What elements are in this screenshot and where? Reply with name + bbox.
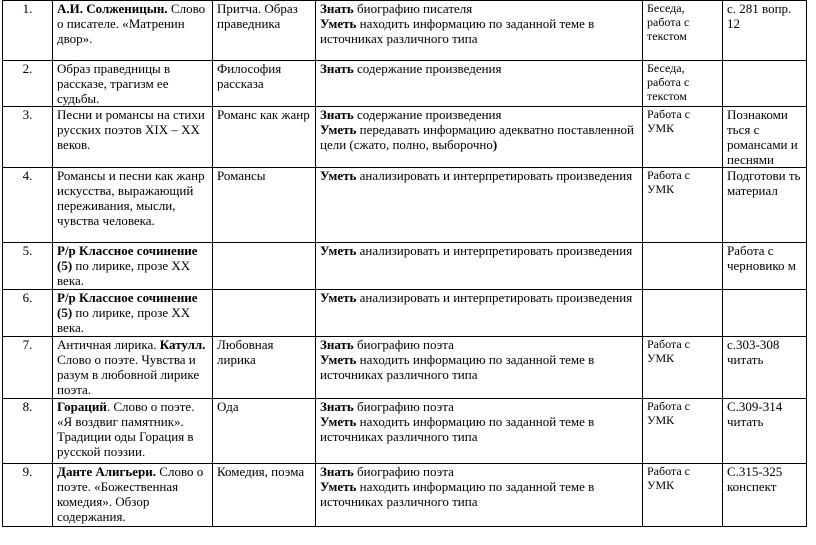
bold-text-segment: Данте Алигьери. [57,464,157,479]
bold-text-segment: Уметь [320,168,357,183]
table-row [3,243,807,290]
lesson-form-cell [643,290,723,337]
row-number-cell: 5. [3,243,53,290]
homework-cell: с.303-308 читать [723,337,807,399]
bold-text-segment: А.И. Солженицын. [57,1,168,16]
table-row [3,1,807,61]
lesson-topic-cell [53,61,213,107]
table-row [3,61,807,107]
bold-text-segment: Уметь [320,243,357,258]
lesson-topic-cell [53,337,213,399]
concept-cell: Притча. Образ праведника [213,1,316,61]
bold-text-segment: Р/р Классное сочинение (5) [57,290,198,320]
text-segment: Слово о поэте. «Божественная комедия». Обзор содержания. [57,464,204,524]
bold-text-segment: Знать [320,464,354,479]
skills-cell [316,1,643,61]
skill-line [320,414,638,444]
text-segment: находить информацию по заданной теме в источниках различного типа [320,352,595,382]
homework-cell: Познакоми ться с романсами и песнями [723,107,807,168]
text-segment: по лирике, прозе XX века. [57,305,191,335]
text-segment: содержание произведения [353,61,502,76]
homework-cell [723,290,807,337]
concept-cell: Любовная лирика [213,337,316,399]
row-number-cell: 6. [3,290,53,337]
text-segment: биографию поэта [353,464,454,479]
text-segment: Песни и романсы на стихи русских поэтов XIX – XX веков. [57,107,205,152]
homework-cell: С.315-325 конспект [723,464,807,527]
skill-line [320,16,638,46]
concept-cell: Комедия, поэма [213,464,316,527]
bold-text-segment: ) [492,137,498,152]
bold-text-segment: Гораций [57,399,107,414]
bold-text-segment: Уметь [320,122,357,137]
skill-line [320,399,638,414]
lesson-form-cell: Беседа, работа с текстом [643,61,723,107]
bold-text-segment: Уметь [320,352,357,367]
lesson-form-cell: Работа с УМК [643,464,723,527]
text-segment: передавать информацию адекватно поставленной цели (сжато, полно, выборочно [320,122,635,152]
text-segment: Античная лирика. [57,337,160,352]
lesson-form-cell: Работа с УМК [643,399,723,464]
lesson-topic-cell [53,464,213,527]
table-row [3,464,807,527]
row-number-cell: 4. [3,168,53,243]
lesson-topic-cell [53,399,213,464]
concept-cell [213,243,316,290]
lesson-topic-cell [53,243,213,290]
skills-cell [316,168,643,243]
text-segment: находить информацию по заданной теме в источниках различного типа [320,16,595,46]
skill-line [320,1,638,16]
row-number-cell: 7. [3,337,53,399]
skills-cell [316,243,643,290]
lesson-form-cell: Работа с УМК [643,337,723,399]
text-segment: Образ праведницы в рассказе, трагизм ее судьбы. [57,61,171,106]
skill-line [320,464,638,479]
text-segment: биографию поэта [353,399,454,414]
table-row [3,337,807,399]
lesson-topic-cell [53,290,213,337]
lesson-topic-cell [53,107,213,168]
skill-line [320,107,638,122]
text-segment: . Слово о поэте. «Я воздвиг памятник». Традиции оды Горация в русской поэзии. [57,399,195,459]
lesson-topic-cell [53,1,213,61]
table-row [3,168,807,243]
text-segment: биографию поэта [353,337,454,352]
row-number-cell: 9. [3,464,53,527]
text-segment: находить информацию по заданной теме в источниках различного типа [320,414,595,444]
text-segment: находить информацию по заданной теме в источниках различного типа [320,479,595,509]
bold-text-segment: Знать [320,337,354,352]
concept-cell: Ода [213,399,316,464]
lesson-form-cell: Беседа, работа с текстом [643,1,723,61]
skills-cell [316,464,643,527]
skills-cell [316,337,643,399]
concept-cell: Романсы [213,168,316,243]
bold-text-segment: Знать [320,1,354,16]
skills-cell [316,290,643,337]
skill-line [320,337,638,352]
row-number-cell: 1. [3,1,53,61]
concept-cell [213,290,316,337]
table-row [3,399,807,464]
lesson-form-cell: Работа с УМК [643,168,723,243]
homework-cell: с. 281 вопр. 12 [723,1,807,61]
bold-text-segment: Уметь [320,290,357,305]
row-number-cell: 8. [3,399,53,464]
skills-cell [316,399,643,464]
lesson-plan-table [2,0,807,527]
bold-text-segment: Знать [320,399,354,414]
skill-line [320,243,638,258]
lesson-topic-cell [53,168,213,243]
bold-text-segment: Знать [320,107,354,122]
bold-text-segment: Катулл. [159,337,206,352]
concept-cell: Философия рассказа [213,61,316,107]
text-segment: анализировать и интерпретировать произведения [356,243,633,258]
table-row [3,290,807,337]
skills-cell [316,107,643,168]
text-segment: Слово о поэте. Чувства и разум в любовной лирике поэта. [57,352,200,397]
skill-line [320,61,638,76]
lesson-form-cell [643,243,723,290]
bold-text-segment: Р/р Классное сочинение (5) [57,243,198,273]
text-segment: Романсы и песни как жанр искусства, выражающий переживания, мысли, чувства человека. [57,168,205,228]
bold-text-segment: Знать [320,61,354,76]
text-segment: по лирике, прозе XX века. [57,258,191,288]
homework-cell: С.309-314 читать [723,399,807,464]
bold-text-segment: Уметь [320,479,357,494]
text-segment: анализировать и интерпретировать произведения [356,290,633,305]
homework-cell [723,61,807,107]
table-body [3,1,807,527]
skill-line [320,122,638,152]
text-segment: Слово о писателе. «Матренин двор». [57,1,206,46]
table-row [3,107,807,168]
bold-text-segment: Уметь [320,414,357,429]
homework-cell: Работа с черновико м [723,243,807,290]
skills-cell [316,61,643,107]
skill-line [320,352,638,382]
text-segment: содержание произведения [353,107,502,122]
skill-line [320,290,638,305]
row-number-cell: 2. [3,61,53,107]
bold-text-segment: Уметь [320,16,357,31]
skill-line [320,168,638,183]
skill-line [320,479,638,509]
lesson-form-cell: Работа с УМК [643,107,723,168]
homework-cell: Подготови ть материал [723,168,807,243]
text-segment: биографию писателя [353,1,473,16]
concept-cell: Романс как жанр [213,107,316,168]
row-number-cell: 3. [3,107,53,168]
text-segment: анализировать и интерпретировать произведения [356,168,633,183]
